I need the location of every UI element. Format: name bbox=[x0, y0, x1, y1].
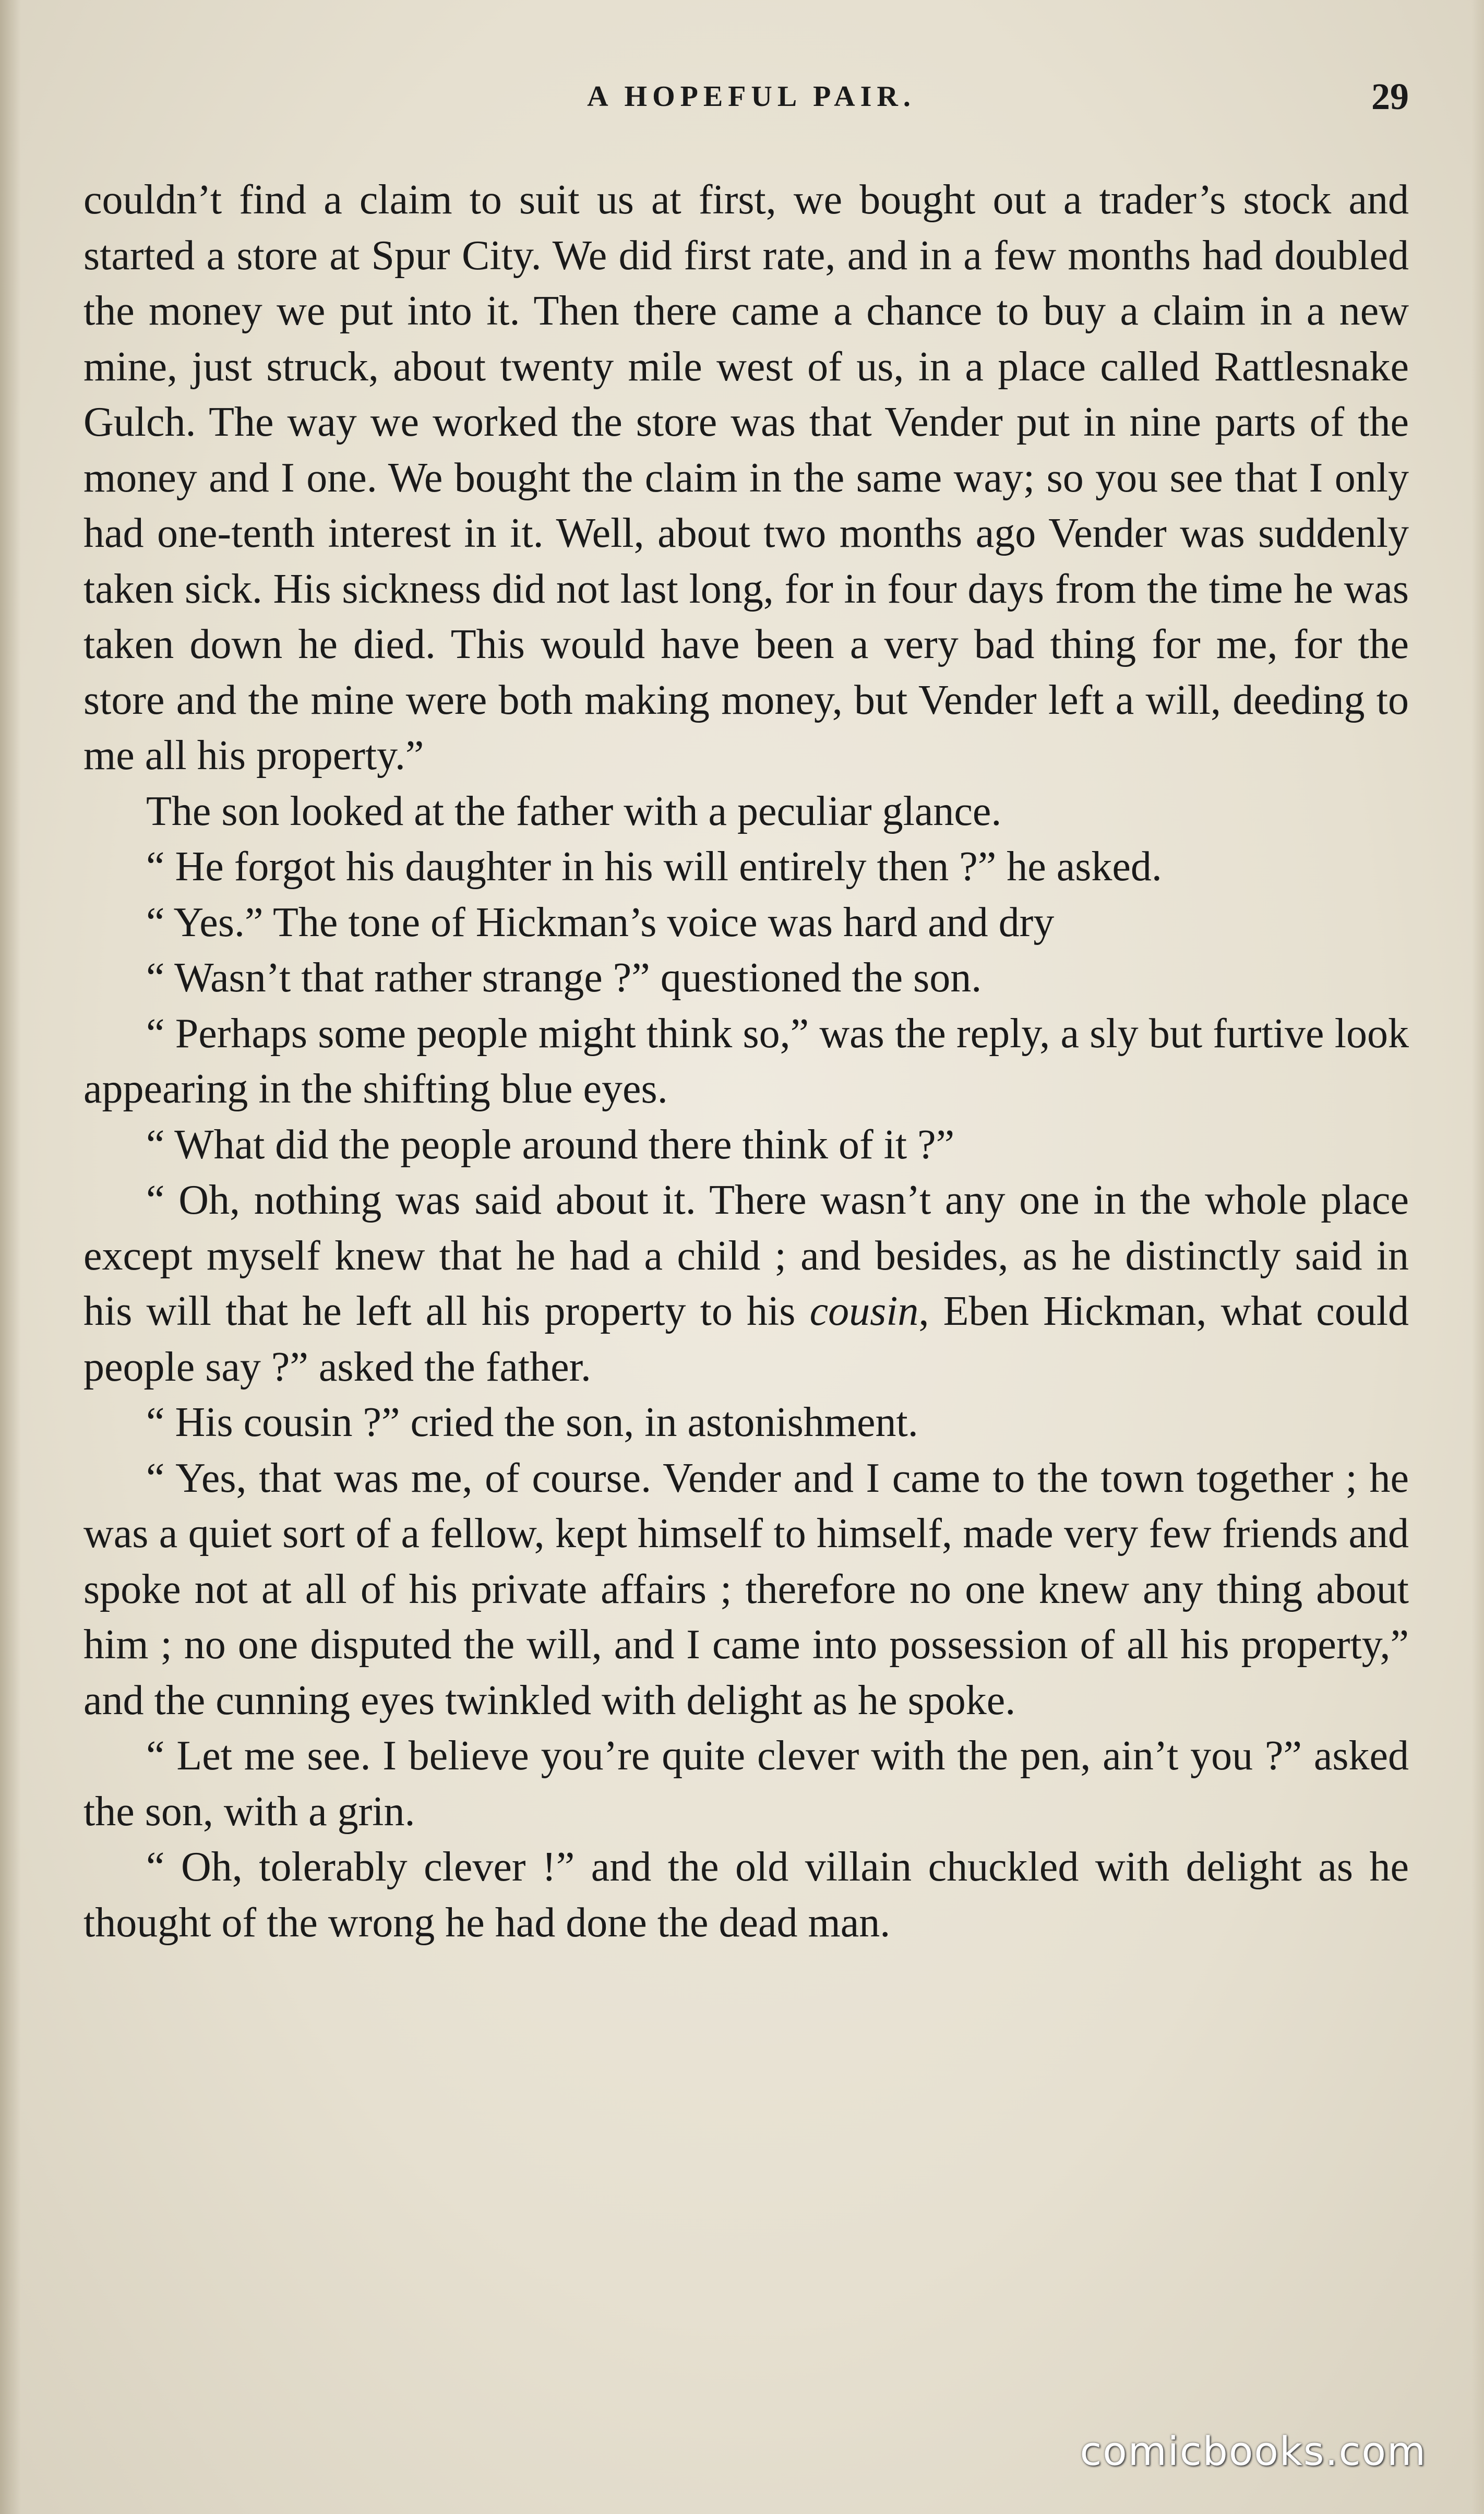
paragraph-10: “ Yes, that was me, of course. Vender and I came to the town together ; he was a quiet sort of a fellow, kept himself to himself, made very few friends and spoke not at all of his private affairs ; therefore no one knew any thing about him ; no one disputed the will, and I came into possession of all his property,” and the cunning eyes twinkled with delight as he spoke. bbox=[83, 1455, 1409, 1723]
page-edge-shadow-right bbox=[1471, 0, 1484, 2514]
paragraph-11: “ Let me see. I believe you’re quite clever with the pen, ain’t you ?” asked the son, with a grin. bbox=[83, 1733, 1409, 1835]
running-head bbox=[94, 73, 1409, 120]
paragraph-5: “ Wasn’t that rather strange ?” questioned the son. bbox=[146, 955, 982, 1001]
italic-word-cousin: cousin bbox=[809, 1288, 919, 1334]
page-edge-shadow-left bbox=[0, 0, 21, 2514]
paragraph-6: “ Perhaps some people might think so,” was the reply, a sly but furtive look appearing in the shifting blue eyes. bbox=[83, 1010, 1409, 1112]
paragraph-12: “ Oh, tolerably clever !” and the old villain chuckled with delight as he thought of the wrong he had done the dead man. bbox=[83, 1844, 1409, 1946]
paragraph-1: couldn’t find a claim to suit us at first, we bought out a trader’s stock and started a store at Spur City. We did first rate, and in a few months had doubled the money we put into it. Then there came a chance to buy a claim in a new mine, just struck, about twenty mile west of us, in a place called Rattlesnake Gulch. The way we worked the store was that Vender put in nine parts of the money and I one. We bought the claim in the same way; so you see that I only had one-tenth interest in it. Well, about two months ago Vender was suddenly taken sick. His sickness did not last long, for in four days from the time he was taken down he died. This would have been a very bad thing for me, for the store and the mine were both making money, but Vender left a will, deeding to me all his property.” bbox=[83, 177, 1409, 779]
paragraph-8-part-2: , Eben Hickman, what could people say ?” asked the father. bbox=[83, 1288, 1409, 1390]
paragraph-7: “ What did the people around there think of it ?” bbox=[146, 1121, 955, 1168]
paragraph-3: “ He forgot his daughter in his will entirely then ?” he asked. bbox=[146, 844, 1162, 890]
paragraph-8 bbox=[83, 1172, 1409, 1395]
body-text bbox=[83, 172, 1409, 1950]
running-title: A HOPEFUL PAIR. bbox=[587, 80, 916, 113]
page-number: 29 bbox=[1371, 76, 1409, 117]
paragraph-2: The son looked at the father with a peculiar glance. bbox=[146, 788, 1002, 834]
paragraph-4: “ Yes.” The tone of Hickman’s voice was hard and dry bbox=[146, 899, 1055, 945]
paragraph-9: “ His cousin ?” cried the son, in astonishment. bbox=[146, 1399, 918, 1445]
paragraph-8-part-1: “ Oh, nothing was said about it. There wasn’t any one in the whole place except myself knew that he had a child ; and besides, as he distinctly said in his will that he left all his property to his bbox=[83, 1177, 1409, 1334]
watermark: comicbooks.com bbox=[1080, 2428, 1427, 2474]
